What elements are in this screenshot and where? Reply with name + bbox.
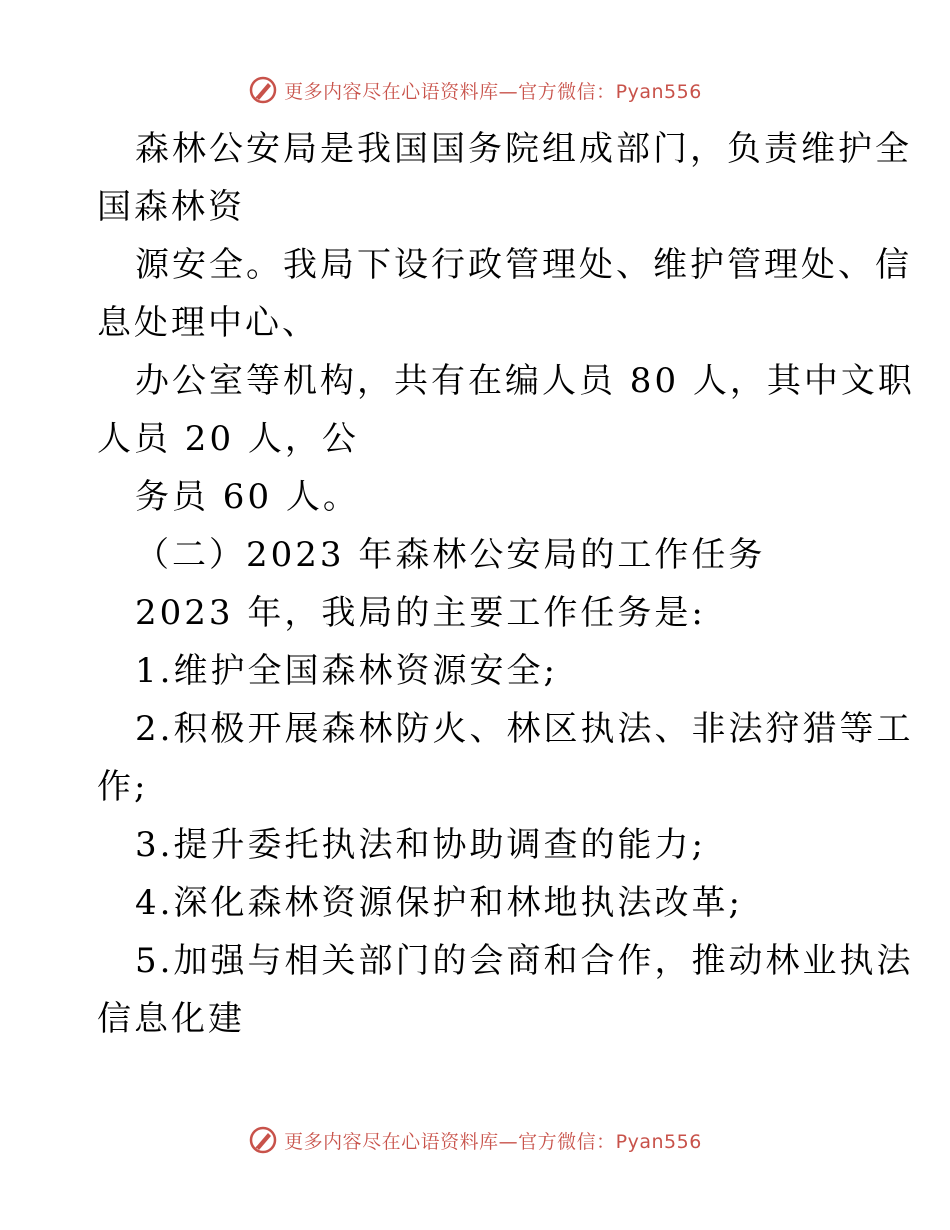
list-item: 3.提升委托执法和协助调查的能力; bbox=[135, 825, 706, 865]
text-line: 作; bbox=[97, 767, 149, 807]
watermark-text: 更多内容尽在心语资料库—官方微信：Pyan556 bbox=[284, 1130, 702, 1153]
text-line: 务员 60 人。 bbox=[135, 477, 360, 517]
list-item: 2.积极开展森林防火、林区执法、非法狩猎等工 bbox=[135, 709, 914, 749]
document-body bbox=[97, 120, 915, 1048]
text-line: 息处理中心、 bbox=[97, 303, 319, 343]
text-line: 办公室等机构，共有在编人员 80 人，其中文职 bbox=[135, 361, 915, 401]
watermark-text: 更多内容尽在心语资料库—官方微信：Pyan556 bbox=[284, 80, 702, 103]
section-heading: （二）2023 年森林公安局的工作任务 bbox=[135, 535, 766, 575]
pen-logo-icon bbox=[248, 1125, 278, 1155]
text-line: 森林公安局是我国国务院组成部门，负责维护全 bbox=[135, 129, 912, 169]
watermark-footer bbox=[0, 1120, 950, 1160]
text-line: 人员 20 人，公 bbox=[97, 419, 359, 459]
pen-logo-icon bbox=[248, 75, 278, 105]
list-item: 1.维护全国森林资源安全; bbox=[135, 651, 558, 691]
text-line: 2023 年，我局的主要工作任务是: bbox=[135, 593, 706, 633]
list-item: 5.加强与相关部门的会商和合作，推动林业执法 bbox=[135, 941, 914, 981]
list-item: 4.深化森林资源保护和林地执法改革; bbox=[135, 883, 743, 923]
text-line: 信息化建 bbox=[97, 999, 245, 1039]
text-line: 国森林资 bbox=[97, 187, 245, 227]
watermark-header bbox=[0, 70, 950, 110]
text-line: 源安全。我局下设行政管理处、维护管理处、信 bbox=[135, 245, 912, 285]
